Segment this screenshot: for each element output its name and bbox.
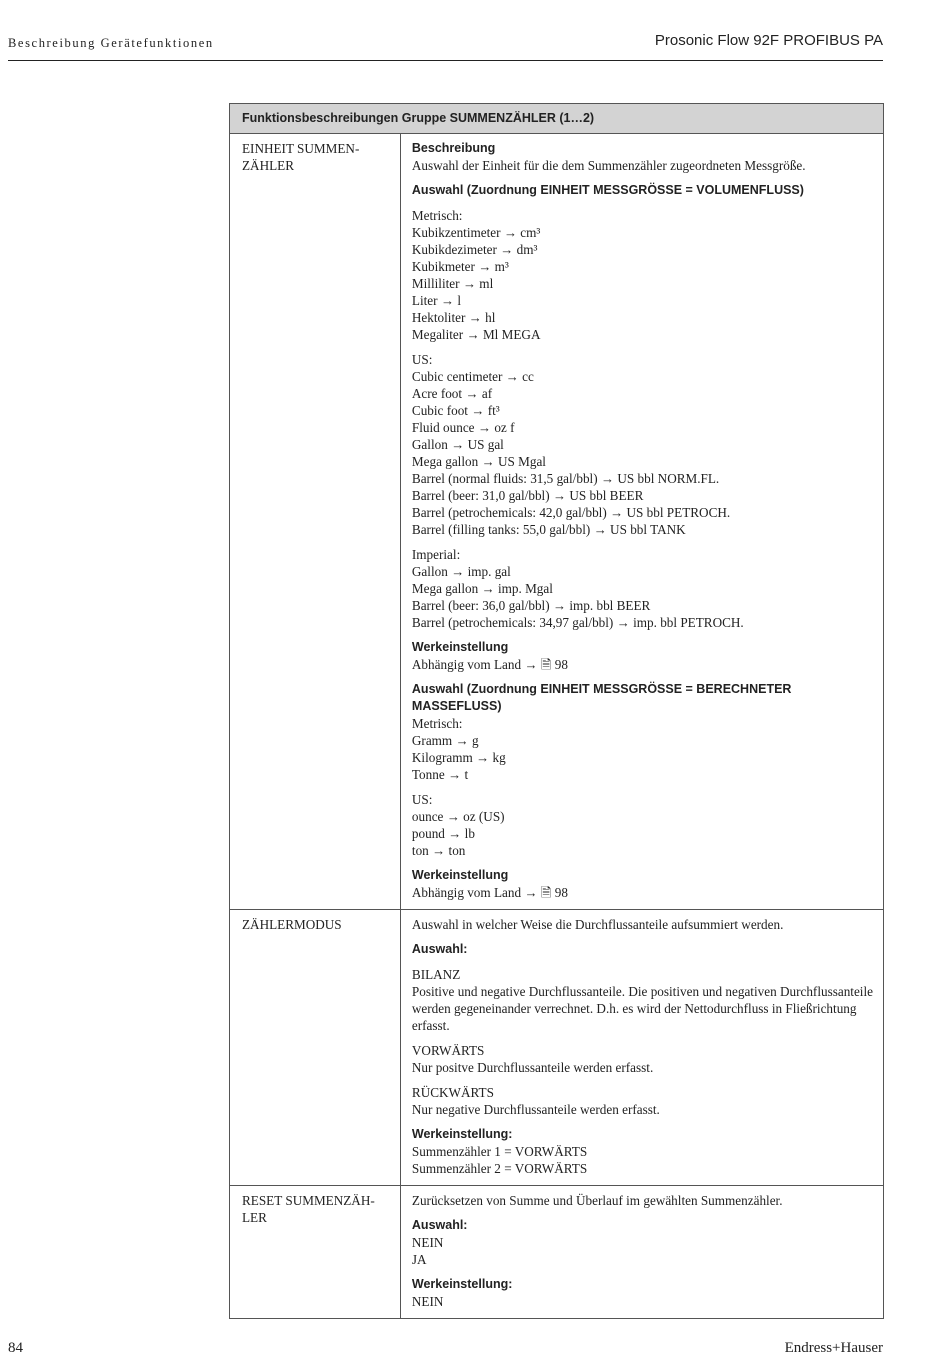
block-line: Barrel (beer: 36,0 gal/bbl) → imp. bbl BEER	[411, 598, 651, 613]
block-heading: Werkeinstellung	[411, 868, 509, 882]
block-line: Mega gallon → imp. Mgal	[411, 581, 553, 596]
description-block	[412, 941, 873, 958]
block-line: Nur positve Durchflussanteile werden erfasst.	[411, 1060, 654, 1075]
description-block	[412, 351, 873, 538]
description-block	[412, 1276, 873, 1310]
table-title: Funktionsbeschreibungen Gruppe SUMMENZÄHLER (1…2)	[230, 104, 884, 134]
block-line: Barrel (petrochemicals: 42,0 gal/bbl) → US bbl PETROCH.	[411, 505, 731, 520]
table-header-row	[230, 104, 884, 134]
block-line: Cubic foot → ft³	[411, 403, 500, 418]
description-block	[412, 207, 873, 343]
block-line: Abhängig vom Land → 🗎 98	[411, 885, 568, 900]
description-block	[412, 182, 873, 199]
block-line: Cubic centimeter → cc	[411, 369, 534, 384]
block-line: Summenzähler 1 = VORWÄRTS	[411, 1144, 588, 1159]
description-block	[412, 867, 873, 901]
block-line: Barrel (petrochemicals: 34,97 gal/bbl) → imp. bbl PETROCH.	[411, 615, 744, 630]
block-heading: Beschreibung	[411, 141, 496, 155]
description-block	[412, 791, 873, 859]
block-line: Fluid ounce → oz f	[411, 420, 515, 435]
function-name-line: EINHEIT SUMMEN-	[242, 141, 360, 156]
description-block	[412, 681, 873, 783]
table-row	[230, 134, 884, 910]
block-line: NEIN	[411, 1294, 444, 1309]
block-line: Mega gallon → US Mgal	[411, 454, 546, 469]
block-line: werden gegeneinander verrechnet. D.h. es wird der Nettodurchfluss in Fließrichtung	[411, 1001, 857, 1016]
block-line: Metrisch:	[411, 716, 463, 731]
block-line: Positive und negative Durchflussanteile. Die positiven und negativen Durchflussanteile	[411, 984, 873, 999]
block-line: JA	[411, 1252, 427, 1267]
block-line: Acre foot → af	[411, 386, 493, 401]
block-line: RÜCKWÄRTS	[411, 1085, 494, 1100]
header-section: Beschreibung Gerätefunktionen	[8, 36, 214, 50]
block-line: NEIN	[411, 1235, 444, 1250]
description-block	[412, 546, 873, 631]
description-block	[412, 966, 873, 1034]
table-row	[230, 1186, 884, 1319]
block-line: Gallon → imp. gal	[411, 564, 511, 579]
block-line: Summenzähler 2 = VORWÄRTS	[411, 1161, 588, 1176]
block-line: Hektoliter → hl	[411, 310, 496, 325]
block-line: Kubikmeter → m³	[411, 259, 509, 274]
block-heading: Werkeinstellung:	[411, 1277, 513, 1291]
description-block	[412, 916, 873, 933]
block-heading: Auswahl:	[411, 942, 468, 956]
block-heading: Auswahl:	[411, 1218, 468, 1232]
header-rule	[8, 60, 883, 61]
description-block	[412, 1126, 873, 1177]
function-name-line: ZÄHLERMODUS	[242, 917, 342, 932]
block-heading: Werkeinstellung	[411, 640, 509, 654]
description-block	[412, 1084, 873, 1118]
function-name	[230, 1186, 401, 1319]
block-line: Imperial:	[411, 547, 461, 562]
block-line: VORWÄRTS	[411, 1043, 485, 1058]
block-line: Barrel (filling tanks: 55,0 gal/bbl) → US bbl TANK	[411, 522, 686, 537]
function-name	[230, 134, 401, 910]
description-block	[412, 140, 873, 174]
block-heading: Werkeinstellung:	[411, 1127, 513, 1141]
block-line: Auswahl in welcher Weise die Durchflussanteile aufsummiert werden.	[411, 917, 784, 932]
function-name-line: LER	[242, 1210, 267, 1225]
function-name-line: ZÄHLER	[242, 158, 295, 173]
block-line: Barrel (beer: 31,0 gal/bbl) → US bbl BEER	[411, 488, 644, 503]
header-product: Prosonic Flow 92F PROFIBUS PA	[654, 32, 883, 49]
block-line: Liter → l	[411, 293, 461, 308]
description-block	[412, 1217, 873, 1268]
block-line: erfasst.	[411, 1018, 450, 1033]
block-line: ton → ton	[411, 843, 466, 858]
description-block	[412, 639, 873, 673]
block-line: Barrel (normal fluids: 31,5 gal/bbl) → US bbl NORM.FL.	[411, 471, 720, 486]
block-line: Kubikdezimeter → dm³	[411, 242, 538, 257]
block-heading: Auswahl (Zuordnung EINHEIT MESSGRÖSSE = VOLUMENFLUSS)	[411, 183, 804, 197]
block-line: Nur negative Durchflussanteile werden erfasst.	[411, 1102, 660, 1117]
block-line: Tonne → t	[411, 767, 469, 782]
block-line: Metrisch:	[411, 208, 463, 223]
block-line: Abhängig vom Land → 🗎 98	[411, 657, 568, 672]
function-name-line: RESET SUMMENZÄH-	[242, 1193, 375, 1208]
block-line: US:	[411, 352, 433, 367]
block-line: ounce → oz (US)	[411, 809, 505, 824]
block-line: Gramm → g	[411, 733, 479, 748]
block-line: BILANZ	[411, 967, 461, 982]
function-description	[400, 1186, 883, 1319]
block-line: Auswahl der Einheit für die dem Summenzähler zugeordneten Messgröße.	[411, 158, 806, 173]
block-line: US:	[411, 792, 433, 807]
page-number: 84	[8, 1340, 23, 1356]
footer-brand: Endress+Hauser	[784, 1340, 883, 1356]
block-heading: Auswahl (Zuordnung EINHEIT MESSGRÖSSE = BERECHNETER MASSEFLUSS)	[411, 682, 792, 713]
table-row	[230, 910, 884, 1186]
description-block	[412, 1192, 873, 1209]
function-description	[400, 910, 883, 1186]
block-line: Kilogramm → kg	[411, 750, 506, 765]
function-description	[400, 134, 883, 910]
block-line: Milliliter → ml	[411, 276, 494, 291]
block-line: Gallon → US gal	[411, 437, 504, 452]
block-line: pound → lb	[411, 826, 475, 841]
block-line: Megaliter → Ml MEGA	[411, 327, 541, 342]
function-name	[230, 910, 401, 1186]
description-block	[412, 1042, 873, 1076]
block-line: Zurücksetzen von Summe und Überlauf im gewählten Summenzähler.	[411, 1193, 783, 1208]
function-table	[229, 103, 884, 1319]
block-line: Kubikzentimeter → cm³	[411, 225, 541, 240]
